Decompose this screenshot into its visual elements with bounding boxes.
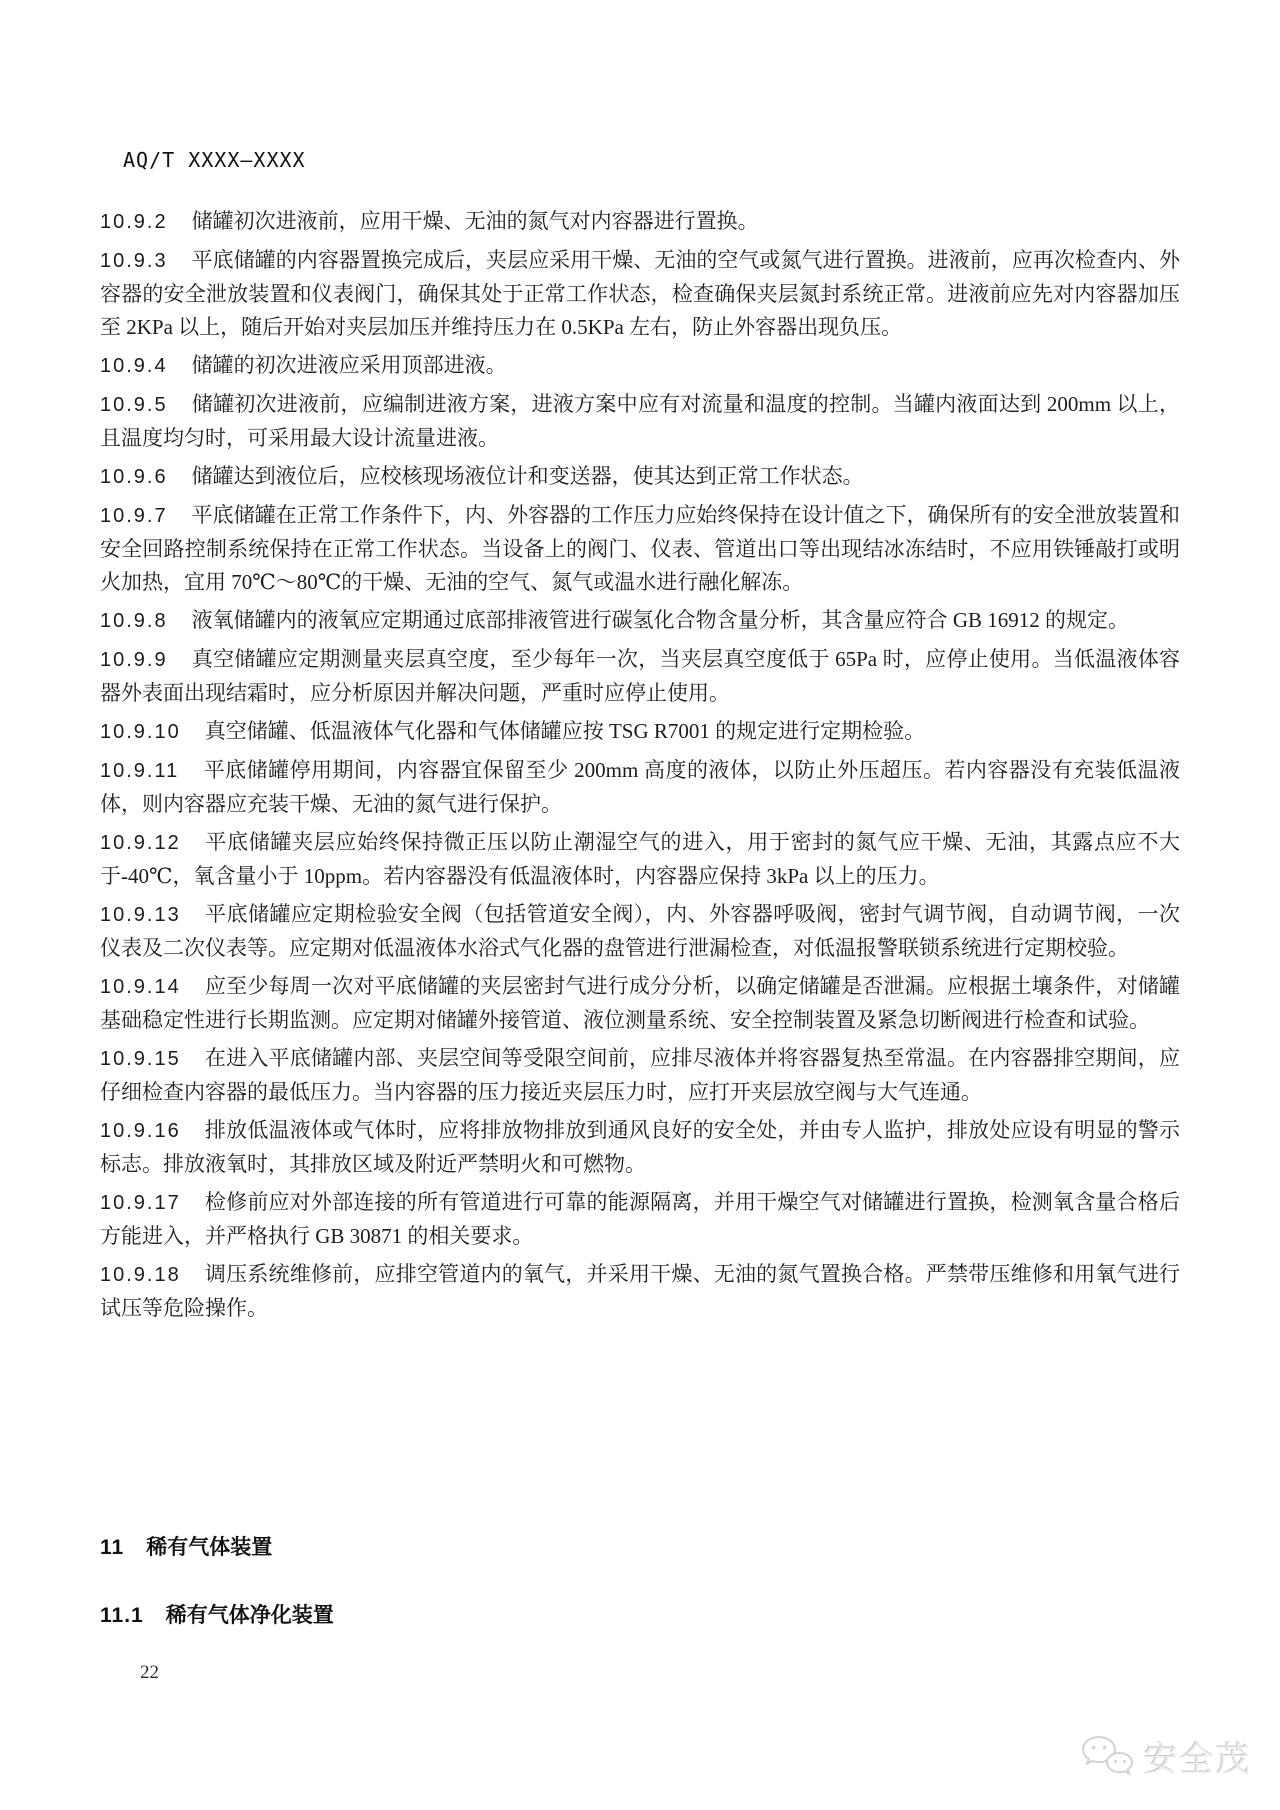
clause-number: 10.9.13 (100, 904, 181, 926)
clause-number: 10.9.18 (100, 1264, 181, 1286)
clause-paragraph (100, 754, 1180, 821)
clause-text: 应至少每周一次对平底储罐的夹层密封气进行成分分析，以确定储罐是否泄漏。应根据土壤条件，对储罐基础稳定性进行长期监测。应定期对储罐外接管道、液位测量系统、安全控制装置及紧急切断阀进行检查和试验。 (100, 974, 1180, 1032)
clause-paragraph (100, 499, 1180, 599)
clause-paragraph (100, 205, 1180, 239)
clause-text: 液氧储罐内的液氧应定期通过底部排液管进行碳氢化合物含量分析，其含量应符合 GB 16912 的规定。 (191, 608, 1130, 632)
clause-text: 在进入平底储罐内部、夹层空间等受限空间前，应排尽液体并将容器复热至常温。在内容器排空期间，应仔细检查内容器的最低压力。当内容器的压力接近夹层压力时，应打开夹层放空阀与大气连通。 (100, 1046, 1180, 1104)
clause-number: 10.9.14 (100, 976, 181, 998)
clause-number: 10.9.11 (100, 760, 180, 782)
section-number: 11 (100, 1536, 125, 1559)
clause-paragraph (100, 460, 1180, 494)
clause-text: 储罐达到液位后，应校核现场液位计和变送器，使其达到正常工作状态。 (191, 464, 864, 488)
clause-paragraph (100, 970, 1180, 1037)
clause-number: 10.9.15 (100, 1048, 181, 1070)
clause-text: 平底储罐夹层应始终保持微正压以防止潮湿空气的进入，用于密封的氮气应干燥、无油，其露点应不大于-40℃，氧含量小于 10ppm。若内容器没有低温液体时，内容器应保持 3kPa 以上的压力。 (100, 830, 1180, 888)
wechat-bubbles-icon (1078, 1734, 1136, 1780)
clause-paragraph (100, 1114, 1180, 1181)
clause-text: 储罐的初次进液应采用顶部进液。 (191, 353, 507, 377)
clause-paragraph (100, 643, 1180, 710)
clause-text: 平底储罐的内容器置换完成后，夹层应采用干燥、无油的空气或氮气进行置换。进液前，应再次检查内、外容器的安全泄放装置和仪表阀门，确保其处于正常工作状态，检查确保夹层氮封系统正常。进液前应先对内容器加压至 2KPa 以上，随后开始对夹层加压并维持压力在 0.5KPa 左右，防止外容器出现负压。 (100, 248, 1180, 339)
clause-number: 10.9.10 (100, 721, 181, 743)
section-title: 稀有气体装置 (146, 1536, 273, 1559)
clause-number: 10.9.3 (100, 250, 168, 272)
clause-number: 10.9.7 (100, 505, 168, 527)
clause-paragraph (100, 715, 1180, 749)
clause-paragraph (100, 1042, 1180, 1109)
clause-number: 10.9.17 (100, 1192, 181, 1214)
clause-paragraph (100, 349, 1180, 383)
clause-number: 10.9.16 (100, 1120, 181, 1142)
clause-text: 真空储罐、低温液体气化器和气体储罐应按 TSG R7001 的规定进行定期检验。 (204, 719, 926, 743)
clause-text: 平底储罐应定期检验安全阀（包括管道安全阀），内、外容器呼吸阀，密封气调节阀，自动调节阀，一次仪表及二次仪表等。应定期对低温液体水浴式气化器的盘管进行泄漏检查，对低温报警联锁系统进行定期校验。 (100, 902, 1180, 960)
clause-number: 10.9.4 (100, 355, 168, 377)
clause-number: 10.9.9 (100, 649, 168, 671)
clause-text: 平底储罐在正常工作条件下，内、外容器的工作压力应始终保持在设计值之下，确保所有的安全泄放装置和安全回路控制系统保持在正常工作状态。当设备上的阀门、仪表、管道出口等出现结冰冻结时，不应用铁锤敲打或明火加热，宜用 70℃～80℃的干燥、无油的空气、氮气或温水进行融化解冻。 (100, 503, 1180, 594)
section-heading-11 (100, 1531, 272, 1561)
clause-paragraph (100, 1258, 1180, 1325)
clause-text: 排放低温液体或气体时，应将排放物排放到通风良好的安全处，并由专人监护，排放处应设有明显的警示标志。排放液氧时，其排放区域及附近严禁明火和可燃物。 (100, 1118, 1180, 1176)
clause-number: 10.9.8 (100, 610, 168, 632)
clause-number: 10.9.5 (100, 394, 168, 416)
clause-text: 检修前应对外部连接的所有管道进行可靠的能源隔离，并用干燥空气对储罐进行置换，检测氧含量合格后方能进入，并严格执行 GB 30871 的相关要求。 (100, 1190, 1180, 1248)
watermark (1078, 1732, 1252, 1781)
clause-paragraph (100, 898, 1180, 965)
section-heading-11-1 (100, 1599, 334, 1629)
clause-text: 平底储罐停用期间，内容器宜保留至少 200mm 高度的液体，以防止外压超压。若内容器没有充装低温液体，则内容器应充装干燥、无油的氮气进行保护。 (100, 758, 1180, 816)
clause-text: 储罐初次进液前，应编制进液方案，进液方案中应有对流量和温度的控制。当罐内液面达到 200mm 以上，且温度均匀时，可采用最大设计流量进液。 (100, 392, 1180, 450)
section-title: 稀有气体净化装置 (165, 1604, 334, 1627)
clause-text: 真空储罐应定期测量夹层真空度，至少每年一次，当夹层真空度低于 65Pa 时，应停止使用。当低温液体容器外表面出现结霜时，应分析原因并解决问题，严重时应停止使用。 (100, 647, 1180, 705)
clause-paragraph (100, 604, 1180, 638)
watermark-text: 安全茂 (1144, 1741, 1252, 1779)
clause-number: 10.9.6 (100, 466, 168, 488)
standard-number-header: AQ/T XXXX—XXXX (123, 148, 306, 172)
clause-list (100, 205, 1180, 1330)
clause-text: 储罐初次进液前，应用干燥、无油的氮气对内容器进行置换。 (191, 209, 759, 233)
clause-paragraph (100, 244, 1180, 344)
clause-paragraph (100, 1186, 1180, 1253)
section-number: 11.1 (100, 1604, 144, 1627)
clause-text: 调压系统维修前，应排空管道内的氧气，并采用干燥、无油的氮气置换合格。严禁带压维修和用氧气进行试压等危险操作。 (100, 1262, 1180, 1320)
clause-paragraph (100, 826, 1180, 893)
clause-paragraph (100, 388, 1180, 455)
page-number: 22 (140, 1662, 159, 1683)
clause-number: 10.9.2 (100, 211, 168, 233)
clause-number: 10.9.12 (100, 832, 181, 854)
